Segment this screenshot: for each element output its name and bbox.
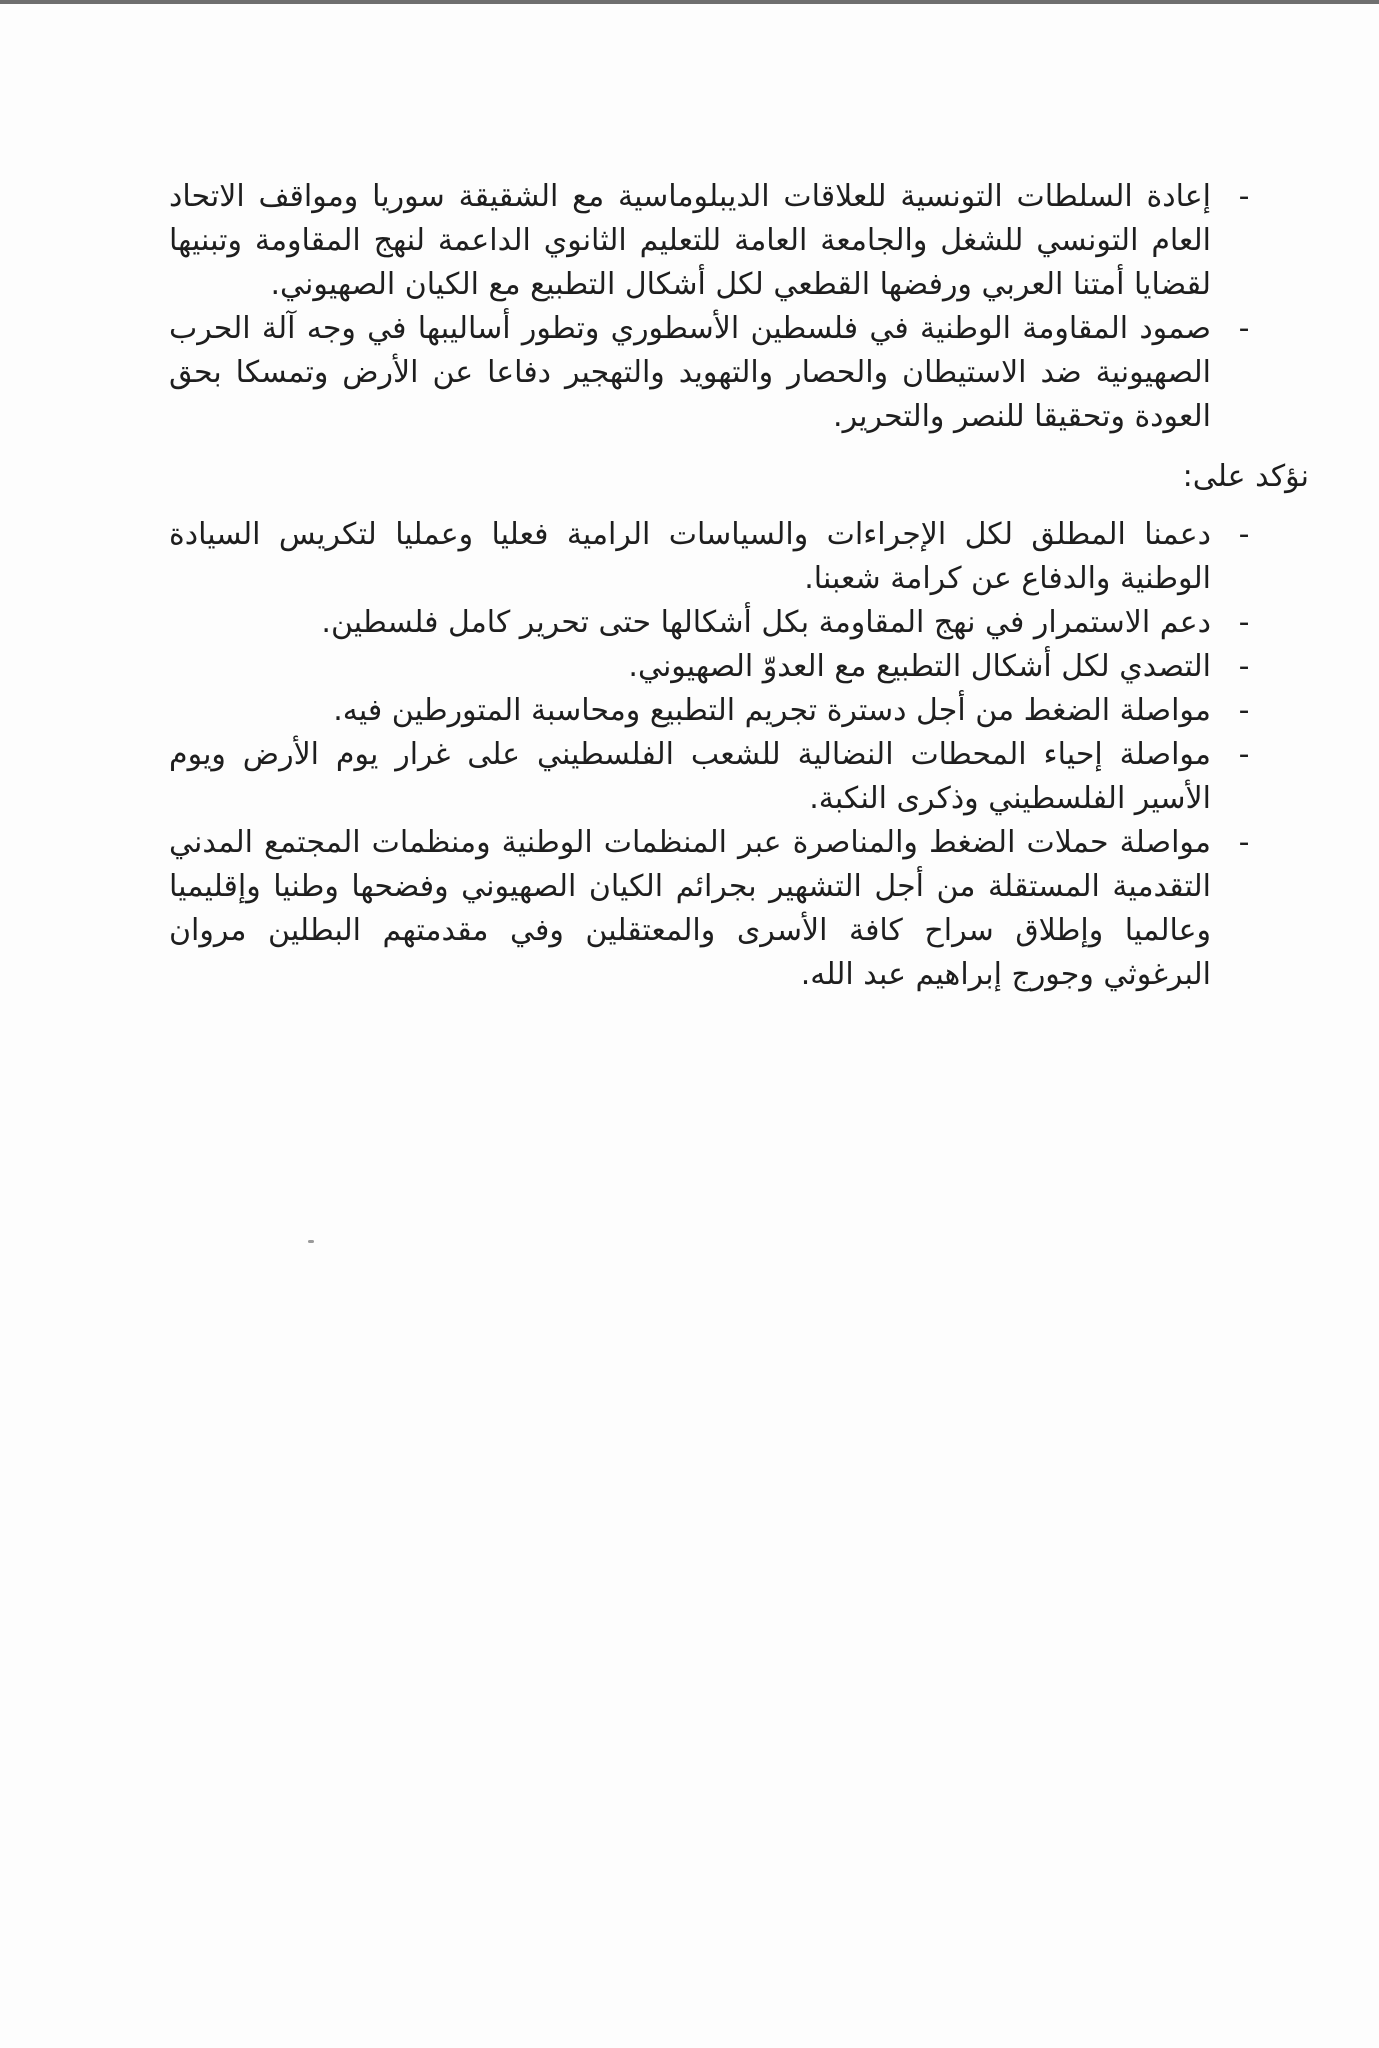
list-item-text: إعادة السلطات التونسية للعلاقات الديبلوماسية مع الشقيقة سوريا ومواقف الاتحاد العام التونسي للشغل والجامعة العامة للتعليم الثانوي الداعمة لنهج المقاومة وتبنيها لقضايا أمتنا العربي ورفضها القطعي لكل أشكال التطبيع مع الكيان الصهيوني. [169,179,1211,302]
list-item [169,307,1259,439]
list-item-text: صمود المقاومة الوطنية في فلسطين الأسطوري وتطور أساليبها في وجه آلة الحرب الصهيونية ضد الاستيطان والحصار والتهويد والتهجير دفاعا عن الأرض وتمسكا بحق العودة وتحقيقا للنصر والتحرير. [169,311,1211,434]
document-body [169,175,1309,997]
bullet-dash: - [1238,605,1250,640]
bullet-dash: - [1238,517,1250,552]
bullet-dash: - [1238,693,1250,728]
bullet-dash: - [1238,311,1250,346]
list-item-text: دعم الاستمرار في نهج المقاومة بكل أشكالها حتى تحرير كامل فلسطين. [321,605,1211,640]
list-item-text: دعمنا المطلق لكل الإجراءات والسياسات الرامية فعليا وعمليا لتكريس السيادة الوطنية والدفاع عن كرامة شعبنا. [169,517,1211,596]
top-scan-border [0,0,1379,4]
list-item [169,601,1259,645]
bullet-list-achievements [169,175,1259,439]
bullet-dash: - [1238,649,1250,684]
bullet-dash: - [1238,825,1250,860]
scan-speck [308,1240,314,1243]
list-item [169,821,1259,997]
list-item-text: مواصلة الضغط من أجل دسترة تجريم التطبيع ومحاسبة المتورطين فيه. [333,693,1211,728]
list-item [169,513,1259,601]
bullet-dash: - [1238,737,1250,772]
list-item [169,689,1259,733]
list-item [169,175,1259,307]
list-item-text: مواصلة إحياء المحطات النضالية للشعب الفلسطيني على غرار يوم الأرض ويوم الأسير الفلسطيني وذكرى النكبة. [169,737,1211,816]
list-item [169,733,1259,821]
bullet-dash: - [1238,179,1250,214]
bullet-list-affirmations [169,513,1259,997]
list-item [169,645,1259,689]
list-item-text: التصدي لكل أشكال التطبيع مع العدوّ الصهيوني. [628,649,1211,684]
list-item-text: مواصلة حملات الضغط والمناصرة عبر المنظمات الوطنية ومنظمات المجتمع المدني التقدمية المستقلة من أجل التشهير بجرائم الكيان الصهيوني وفضحها وطنيا وإقليميا وعالميا وإطلاق سراح كافة الأسرى والمعتقلين وفي مقدمتهم البطلين مروان البرغوثي وجورج إبراهيم عبد الله. [169,825,1211,992]
section-heading: نؤكد على: [1182,459,1309,494]
